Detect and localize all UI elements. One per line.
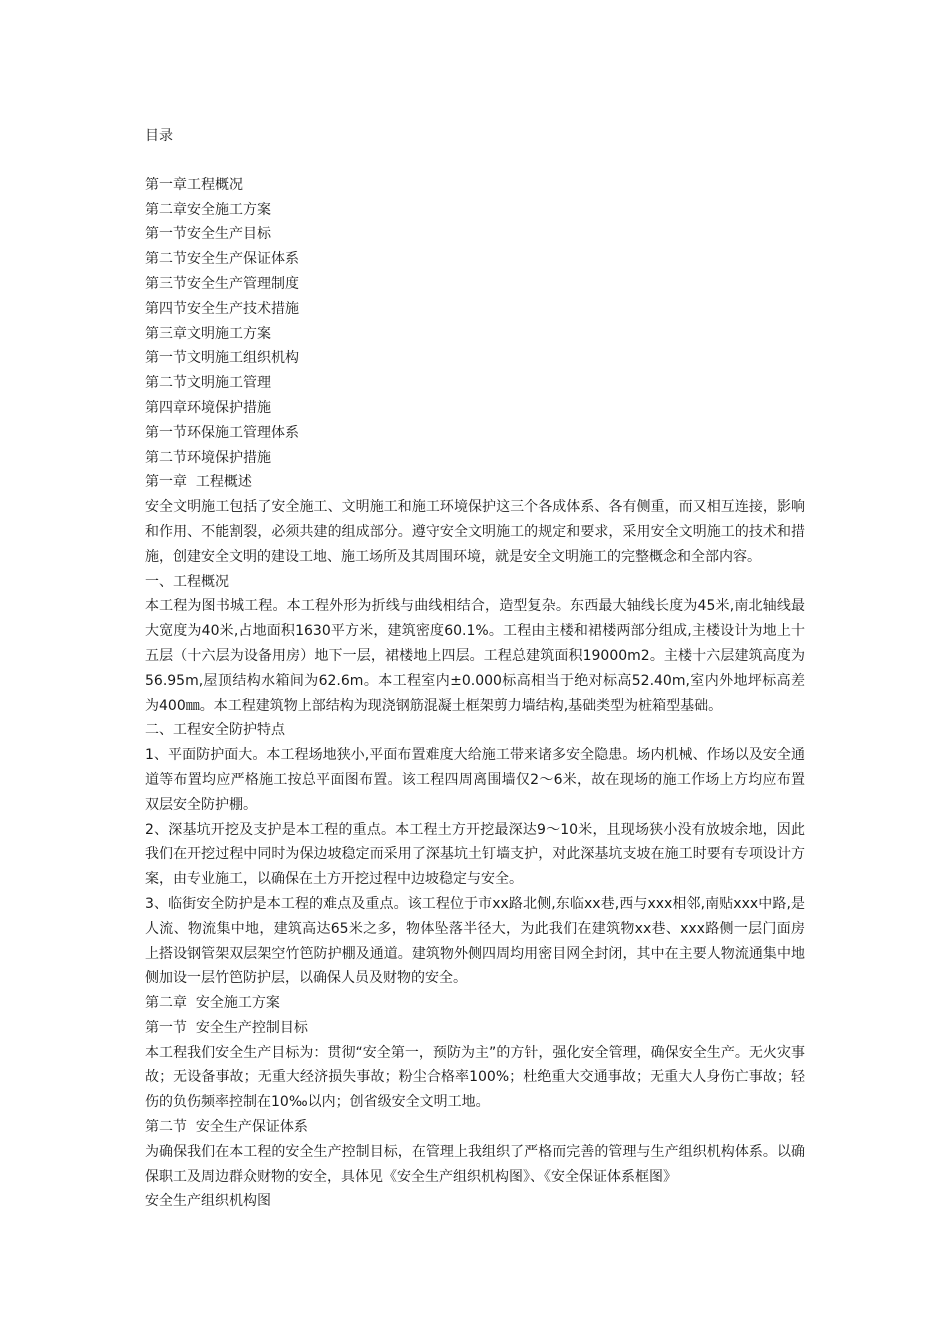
section-project-overview-heading: 一、工程概况 (145, 573, 229, 590)
safety-point-2: 2、深基坑开挖及支护是本工程的重点。本工程土方开挖最深达9～10米，且现场狭小没有放坡余地，因此我们在开挖过程中同时为保边坡稳定而采用了深基坑土钉墙支护，对此深基坑支坡在施工时要有专项设计方案，由专业施工，以确保在土方开挖过程中边坡稳定与安全。 (145, 821, 805, 888)
project-overview-paragraph: 本工程为图书城工程。本工程外形为折线与曲线相结合，造型复杂。东西最大轴线长度为45米,南北轴线最大宽度为40米,占地面积1630平方米，建筑密度60.1%。工程由主楼和裙楼两部分组成,主楼设计为地上十五层（十六层为设备用房）地下一层，裙楼地上四层。工程总建筑面积19000m2。主楼十六层建筑高度为56.95m,屋顶结构水箱间为62.6m。本工程室内±0.000标高相当于绝对标高52.40m,室内外地坪标高差为400㎜。本工程建筑物上部结构为现浇钢筋混凝土框架剪力墙结构,基础类型为桩箱型基础。 (145, 598, 805, 714)
section-safety-features-heading: 二、工程安全防护特点 (145, 722, 285, 739)
safety-target-paragraph: 本工程我们安全生产目标为：贯彻“安全第一，预防为主”的方针，强化安全管理，确保安全生产。无火灾事故；无设备事故；无重大经济损失事故；粉尘合格率100%；杜绝重大交通事故；无重大人身伤亡事故；轻伤的负伤频率控制在10‰以内；创省级安全文明工地。 (145, 1044, 805, 1111)
chapter-1-heading: 第一章 工程概述 (145, 474, 252, 491)
toc-item: 第二节环境保护措施 (145, 449, 271, 466)
toc-item: 第二节安全生产保证体系 (145, 251, 299, 268)
document-page (145, 124, 805, 1214)
section-2-1-heading: 第一节 安全生产控制目标 (145, 1019, 308, 1036)
toc-title: 目录 (145, 128, 173, 144)
safety-point-3: 3、临街安全防护是本工程的难点及重点。该工程位于市xx路北侧,东临xx巷,西与xxx相邻,南贴xxx中路,是人流、物流集中地，建筑高达65米之多，物体坠落半径大，为此我们在建筑物xx巷、xxx路侧一层门面房上搭设钢管架双层架空竹笆防护棚及通道。建筑物外侧四周均用密目网全封闭，其中在主要人物流通集中地侧加设一层竹笆防护层，以确保人员及财物的安全。 (145, 895, 805, 987)
toc-item: 第一章工程概况 (145, 176, 243, 193)
toc-item: 第四章环境保护措施 (145, 399, 271, 416)
toc-item: 第三节安全生产管理制度 (145, 275, 299, 292)
toc-item: 第三章文明施工方案 (145, 325, 271, 342)
safety-point-1: 1、平面防护面大。本工程场地狭小,平面布置难度大给施工带来诸多安全隐患。场内机械、作场以及安全通道等布置均应严格施工按总平面图布置。该工程四周离围墙仅2～6米，故在现场的施工作场上方均应布置双层安全防护棚。 (145, 747, 805, 813)
toc-item: 第二节文明施工管理 (145, 375, 271, 392)
toc-item: 第一节安全生产目标 (145, 226, 271, 243)
org-chart-caption: 安全生产组织机构图 (145, 1193, 271, 1210)
table-of-contents (145, 173, 805, 471)
chapter-1-intro: 安全文明施工包括了安全施工、文明施工和施工环境保护这三个各成体系、各有侧重，而又相互连接，影响和作用、不能割裂，必须共建的组成部分。遵守安全文明施工的规定和要求，采用安全文明施工的技术和措施，创建安全文明的建设工地、施工场所及其周围环境，就是安全文明施工的完整概念和全部内容。 (145, 499, 805, 565)
toc-item: 第一节文明施工组织机构 (145, 350, 299, 367)
safety-system-paragraph: 为确保我们在本工程的安全生产控制目标，在管理上我组织了严格而完善的管理与生产组织机构体系。以确保职工及周边群众财物的安全，具体见《安全生产组织机构图》、《安全保证体系框图》 (145, 1143, 805, 1185)
toc-item: 第四节安全生产技术措施 (145, 300, 299, 317)
toc-item: 第二章安全施工方案 (145, 201, 271, 218)
chapter-2-heading: 第二章 安全施工方案 (145, 995, 280, 1012)
toc-item: 第一节环保施工管理体系 (145, 424, 299, 441)
section-2-2-heading: 第二节 安全生产保证体系 (145, 1119, 308, 1136)
